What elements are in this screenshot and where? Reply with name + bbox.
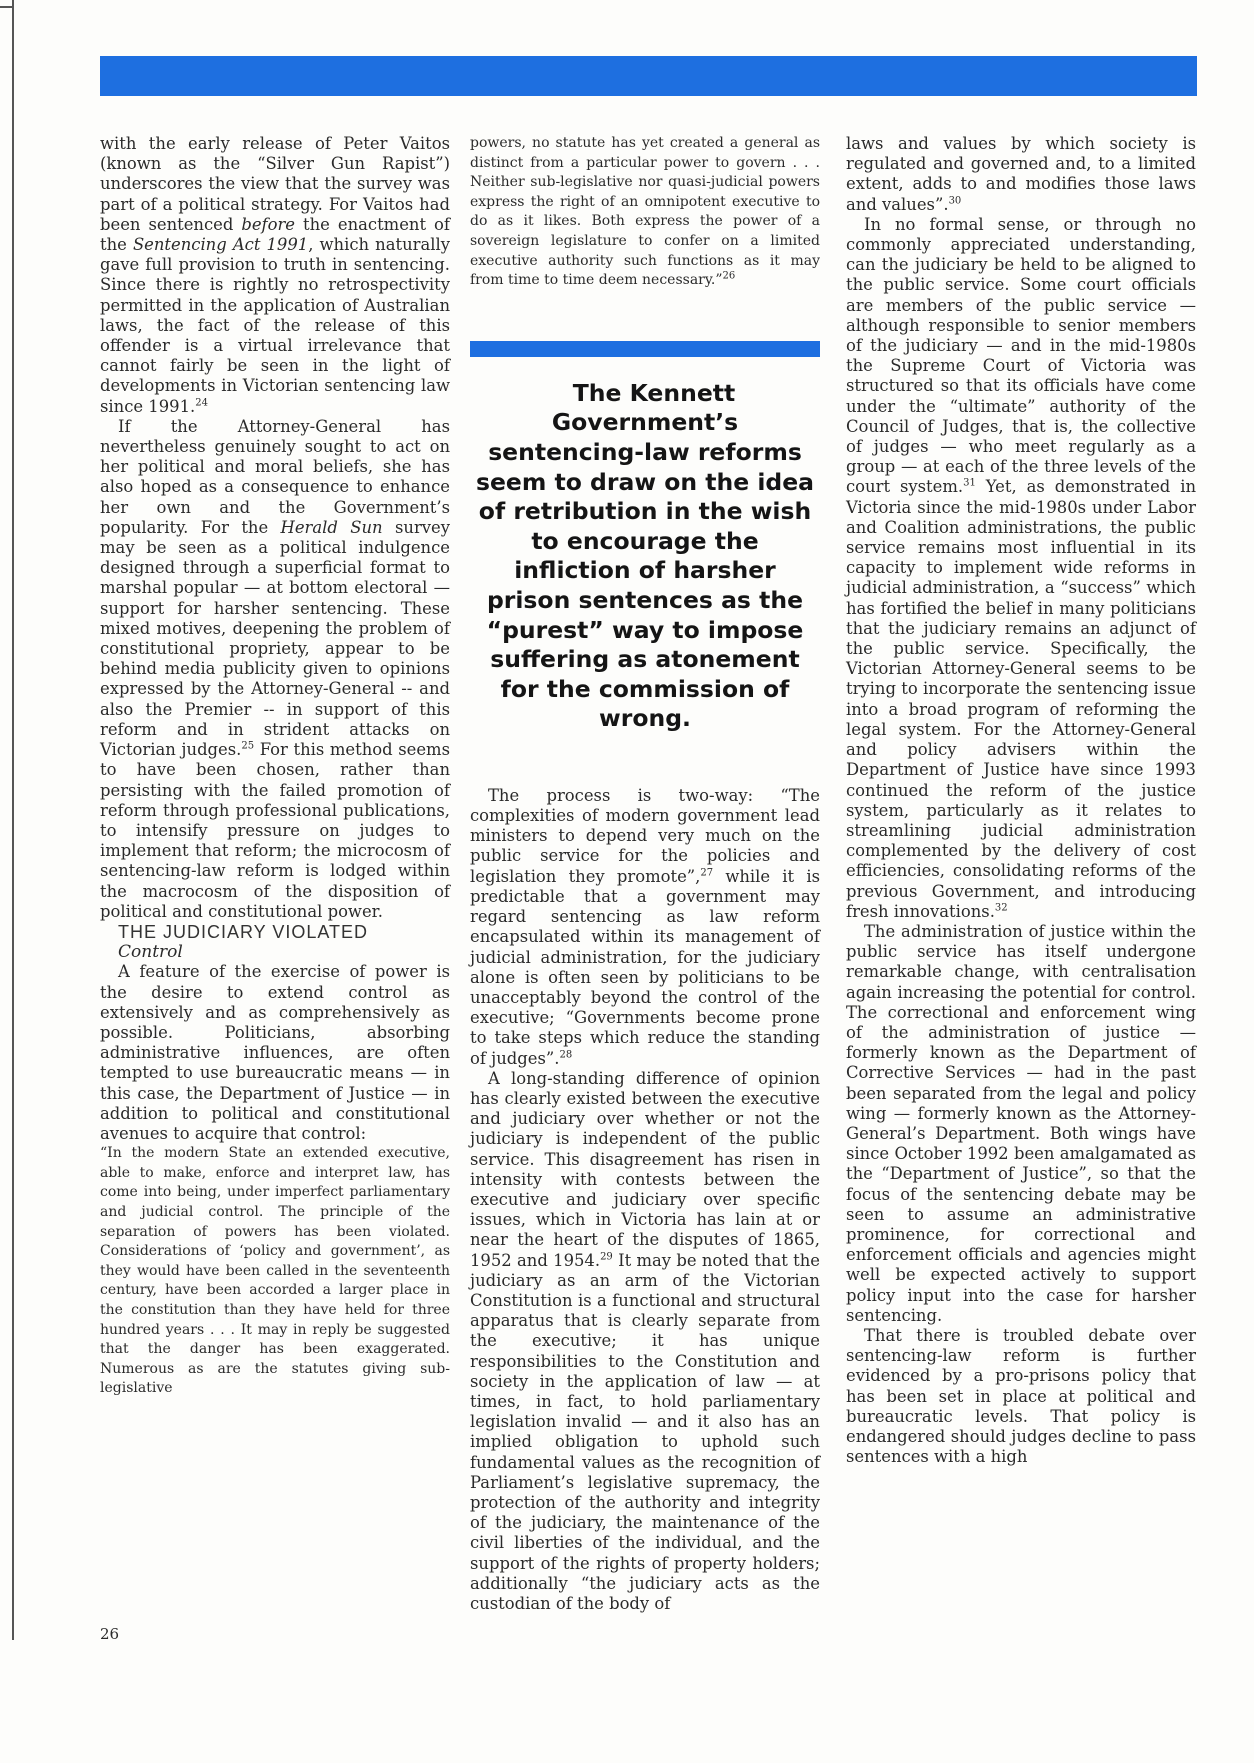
block-quote: “In the modern State an extended executive, able to make, enforce and interpret law, has come into being, under imperfect parliamentary and judicial control. The principle of the separation of powers has been violated. Considerations of ‘policy and government’, as they would have been called in the seventeenth century, have been accorded a larger place in the constitution than they have held for three hundred years . . . It may in reply be suggested that the danger has been exaggerated. Numerous as are the statutes giving sub-legislative (100, 1145, 450, 1397)
footnote-ref: 25 (241, 740, 255, 752)
section-heading: THE JUDICIARY VIOLATED (118, 921, 369, 942)
pull-quote: The Kennett Government’s sentencing-law reforms seem to draw on the idea of retribution in the wish to encourage the infliction of harsher prison sentences as the “purest” way to impose suffering as atonement for the commission of wrong. (475, 378, 815, 733)
paragraph: That there is troubled debate over sentencing-law reform is further evidenced by a pro-prisons policy that has been set in place at political and bureaucratic levels. That policy is endangered should judges decline to pass sentences with a high (846, 1325, 1196, 1467)
paragraph: The process is two-way: “The complexities of modern government lead ministers to depend very much on the public service for the policies and legislation they promote”,$^{27}$ while it is predictable that a government may regard sentencing as law reform encapsulated within its management of judicial administration, for the judiciary alone is often seen by politicians to be unacceptably beyond the control of the executive; “Governments become prone to take steps which reduce the standing of judges”.$^{28}$ (470, 785, 820, 1068)
pull-quote-bar (470, 341, 820, 357)
footnote-ref: 30 (948, 195, 962, 207)
footnote-ref: 28 (559, 1049, 573, 1061)
column-1 (100, 134, 450, 1399)
footnote-ref: 24 (195, 397, 208, 409)
column-3 (846, 134, 1196, 1467)
footnote-ref: 32 (994, 902, 1008, 914)
page-binding-edge (12, 0, 14, 1640)
column-2 (470, 134, 820, 1614)
header-banner (100, 56, 1197, 96)
paragraph: A long-standing difference of opinion has clearly existed between the executive and judiciary over whether or not the judiciary is independent of the public service. This disagreement has risen in intensity with contests between the executive and judiciary over specific issues, which in Victoria has lain at or near the heart of the disputes of 1865, 1952 and 1954.29 It may be noted that the judiciary as an arm of the Victorian Constitution is a functional and structural apparatus that is clearly separate from the executive; it has unique responsibilities to the Constitution and society in the application of law — at times, in fact, to hold parliamentary legislation invalid — and it also has an implied obligation to uphold such fundamental values as the recognition of Parliament’s legislative supremacy, the protection of the authority and integrity of the judiciary, the maintenance of the civil liberties of the individual, and the support of the rights of property holders; additionally “the judiciary acts as the custodian of the body of (470, 1068, 820, 1613)
page-number: 26 (100, 1625, 120, 1643)
page-corner-mark (0, 6, 13, 8)
footnote-ref: 27 (700, 867, 714, 879)
paragraph: If the Attorney-General has nevertheless genuinely sought to act on her political and moral beliefs, she has also hoped as a consequence to enhance her own and the Government’s popularity. For the Herald Sun survey may be seen as a political indulgence designed through a superficial format to marshal popular — at bottom electoral — support for harsher sentencing. These mixed motives, deepening the problem of constitutional propriety, appear to be behind media publicity given to opinions expressed by the Attorney-General -- and also the Premier -- in support of this reform and in strident attacks on Victorian judges.$^{25}$ For this method seems to have been chosen, rather than persisting with the failed promotion of reform through professional publications, to intensify pressure on judges to implement that reform; the microcosm of sentencing-law reform is lodged within the macrocosm of the disposition of political and constitutional power. (100, 416, 451, 921)
paragraph: The administration of justice within the public service has itself undergone remarkable change, with centralisation again increasing the potential for control. The correctional and enforcement wing of the administration of justice — formerly known as the Department of Corrective Services — had in the past been separated from the legal and policy wing — formerly known as the Attorney-General’s Department. Both wings have since October 1992 been amalgamated as the “Department of Justice”, so that the focus of the sentencing debate may be seen to assume an administrative prominence, for correctional and enforcement officials and agencies might well be expected actively to support policy input into the case for harsher sentencing. (846, 921, 1196, 1325)
footnote-ref: 26 (722, 270, 736, 282)
footnote-ref: 29 (600, 1251, 613, 1263)
paragraph: laws and values by which society is regulated and governed and, to a limited extent, adds to and modifies those laws and values”.$^{30}$ (846, 134, 1196, 214)
paragraph: with the early release of Peter Vaitos (known as the “Silver Gun Rapist”) underscores the view that the survey was part of a political strategy. For Vaitos had been sentenced before the enactment of the Sentencing Act 1991, which naturally gave full provision to truth in sentencing. Since there is rightly no retrospectivity permitted in the application of Australian laws, the fact of the release of this offender is a virtual irrelevance that cannot fairly be seen in the light of developments in Victorian sentencing law since 1991.24 (100, 134, 450, 416)
block-quote-continued: powers, no statute has yet created a general as distinct from a particular power to govern . . . Neither sub-legislative nor quasi-judicial powers express the right of an omnipotent executive to do as it likes. Both express the power of a sovereign legislature to confer on a limited executive authority such functions as it may from time to time deem necessary.”$^{26}$ (470, 135, 820, 289)
footnote-ref: 31 (963, 477, 976, 489)
paragraph: A feature of the exercise of power is the desire to extend control as extensively and as comprehensively as possible. Politicians, absorbing administrative influences, are often tempted to use bureaucratic means — in this case, the Department of Justice — in addition to political and constitutional avenues to acquire that control: (100, 962, 450, 1143)
paragraph: In no formal sense, or through no commonly appreciated understanding, can the judiciary be held to be aligned to the public service. Some court officials are members of the public service — although responsible to senior members of the judiciary — and in the mid-1980s the Supreme Court of Victoria was structured so that its officials have come under the “ultimate” authority of the Council of Judges, that is, the collective of judges — who meet regularly as a group — at each of the three levels of the court system.$^{31}$ Yet, as demonstrated in Victoria since the mid-1980s under Labor and Coalition administrations, the public service remains most influential in its capacity to implement wide reforms in judicial administration, a “success” which has fortified the belief in many politicians that the judiciary remains an adjunct of the public service. Specifically, the Victorian Attorney-General seems to be trying to incorporate the sentencing issue into a broad program of reforming the legal system. For the Attorney-General and policy advisers within the Department of Justice have since 1993 continued the reform of the justice system, particularly as it relates to streamlining judicial administration complemented by the delivery of cost efficiencies, consolidating reforms of the previous Government, and introducing fresh innovations.$^{32}$ (846, 214, 1196, 921)
subheading: Control (118, 942, 183, 963)
